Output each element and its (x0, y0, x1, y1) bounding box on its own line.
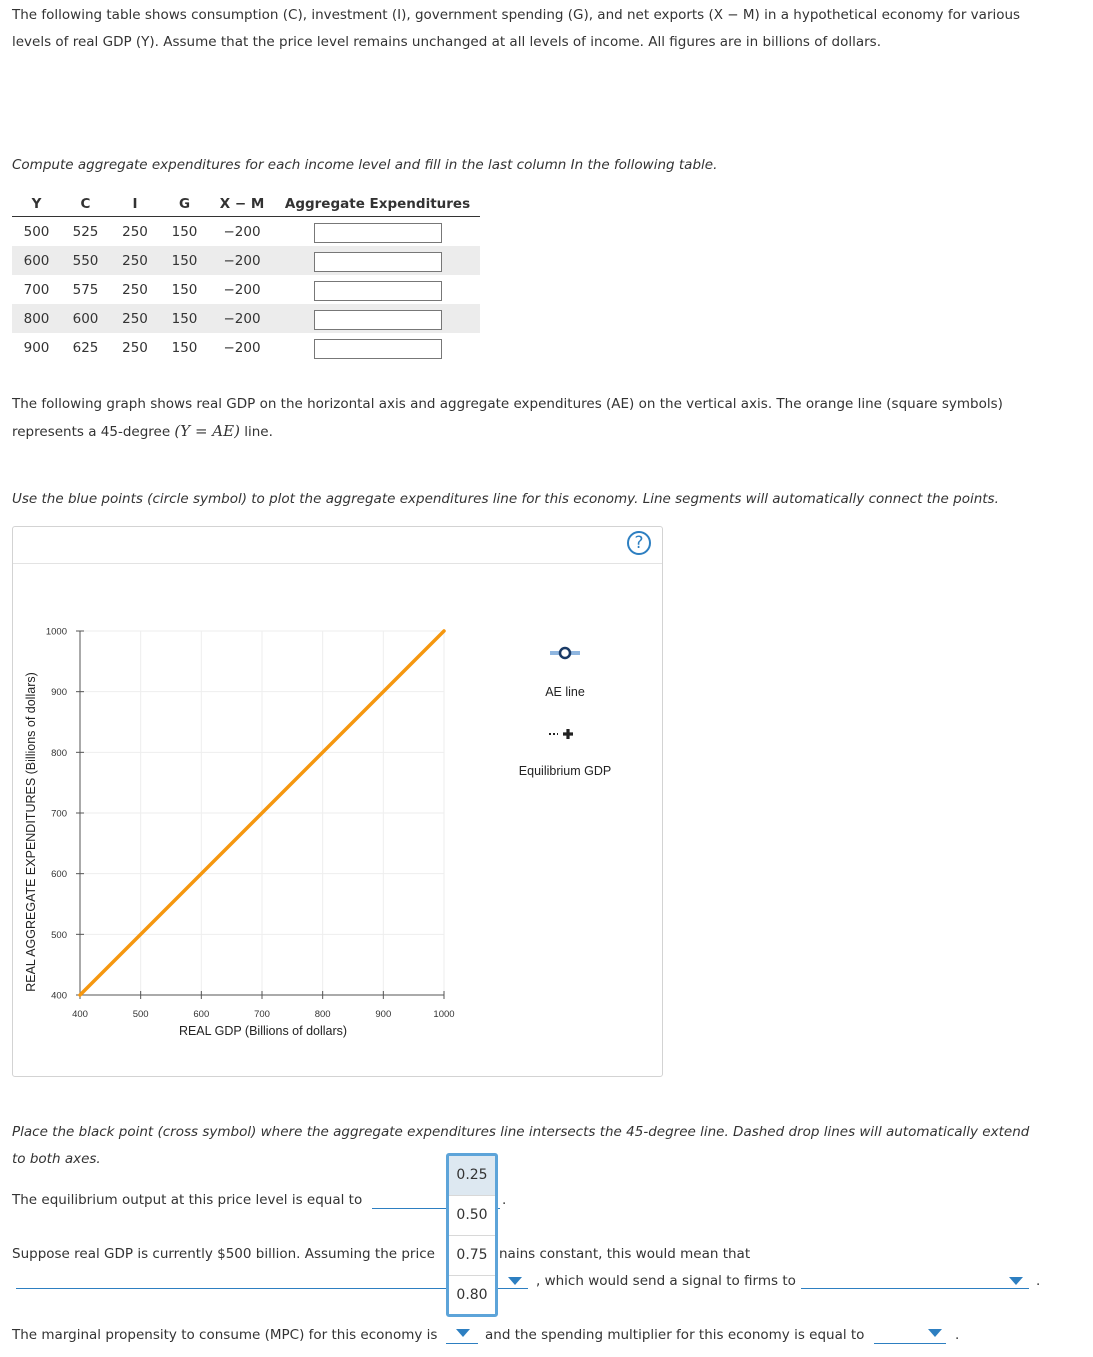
cell-c: 600 (61, 304, 110, 333)
compute-instruction: Compute aggregate expenditures for each income level and fill in the last column In the following table. (12, 157, 718, 173)
ae-line-tool[interactable] (545, 648, 585, 699)
equilibrium-instruction-line-2: to both axes. (12, 1151, 101, 1167)
ae-input[interactable] (314, 223, 442, 243)
suppose-period: . (1036, 1273, 1041, 1289)
equilibrium-legend-label: Equilibrium GDP (518, 764, 612, 778)
multiplier-text: and the spending multiplier for this economy is equal to (485, 1327, 865, 1343)
x-tick-label: 500 (132, 1009, 149, 1020)
cell-xm: −200 (223, 281, 261, 298)
intro-line-2: levels of real GDP (Y). Assume that the price level remains unchanged at all levels of income. All figures are in billions of dollars. (12, 34, 882, 50)
graph-description-prefix: represents a 45-degree (12, 424, 171, 440)
y-axis-label: REAL AGGREGATE EXPENDITURES (Billions of dollars) (24, 672, 38, 992)
graph-description-line-1: The following graph shows real GDP on the horizontal axis and aggregate expenditures (AE) on the vertical axis. The orange line (square symbols) (12, 396, 1003, 412)
mpc-dropdown[interactable] (446, 1343, 478, 1344)
x-tick-label: 700 (254, 1009, 270, 1020)
cell-c: 625 (72, 339, 99, 356)
y-tick-label: 900 (51, 687, 67, 699)
chevron-down-icon[interactable] (456, 1329, 470, 1337)
multiplier-dropdown[interactable] (874, 1343, 946, 1344)
graph-description-suffix: line. (244, 424, 273, 440)
chevron-down-icon[interactable] (928, 1329, 942, 1337)
ae-input[interactable] (314, 281, 442, 301)
x-tick-label: 1000 (433, 1009, 455, 1020)
ae-table (12, 192, 480, 362)
x-tick-label: 900 (375, 1009, 392, 1020)
dropdown-option[interactable]: 0.80 (456, 1287, 488, 1303)
graph-canvas[interactable] (13, 527, 662, 1076)
plot-instruction: Use the blue points (circle symbol) to plot the aggregate expenditures line for this economy. Line segments will automatically connect the points. (12, 491, 999, 507)
graph-description-line-2 (12, 418, 1003, 446)
dropdown-option[interactable]: 0.25 (449, 1156, 495, 1196)
header-c: C (61, 192, 110, 217)
cell-g: 150 (160, 304, 209, 333)
cell-ae (275, 275, 480, 304)
graph-description (12, 391, 1003, 446)
cell-i: 250 (122, 339, 148, 356)
cell-c: 575 (72, 281, 99, 298)
table-row (12, 333, 480, 362)
cell-g: 150 (171, 223, 198, 240)
cell-i: 250 (110, 304, 160, 333)
table-row (12, 275, 480, 304)
cross-point-icon[interactable] (563, 729, 573, 739)
y-tick-label: 700 (51, 808, 67, 820)
cell-xm: −200 (209, 246, 275, 275)
table-row (12, 217, 480, 247)
table-row (12, 304, 480, 333)
y-tick-label: 1000 (45, 626, 67, 638)
ae-input[interactable] (314, 310, 442, 330)
dropdown-option[interactable]: 0.75 (449, 1236, 495, 1276)
cell-y: 900 (23, 339, 50, 356)
cell-g: 150 (171, 281, 198, 298)
forty-five-equation: (Y = AE) (174, 422, 240, 440)
cell-xm: −200 (223, 339, 261, 356)
table-header-row (12, 192, 480, 217)
chevron-down-icon[interactable] (508, 1277, 522, 1285)
cell-xm: −200 (209, 304, 275, 333)
intro-line-1: The following table shows consumption (C), investment (I), government spending (G), and net exports (X − M) in a hypothetical economy for various (12, 7, 1021, 23)
cell-i: 250 (110, 246, 160, 275)
cell-y: 800 (12, 304, 61, 333)
chevron-down-icon[interactable] (1009, 1277, 1023, 1285)
ae-input[interactable] (314, 339, 442, 359)
header-g: G (160, 192, 209, 217)
header-ae: Aggregate Expenditures (275, 192, 480, 217)
mpc-text: The marginal propensity to consume (MPC) for this economy is (12, 1327, 438, 1343)
intro-text (12, 2, 1020, 56)
equilibrium-instruction (12, 1119, 1029, 1173)
cell-y: 600 (12, 246, 61, 275)
x-axis-label: REAL GDP (Billions of dollars) (178, 1024, 348, 1038)
equilibrium-tool[interactable] (519, 729, 611, 778)
eq-output-period: . (502, 1192, 507, 1208)
header-i: I (110, 192, 160, 217)
help-icon[interactable]: ? (627, 531, 651, 555)
cell-g: 150 (171, 339, 198, 356)
cell-ae (275, 304, 480, 333)
cell-g: 150 (160, 246, 209, 275)
cell-ae (275, 217, 480, 247)
suppose-text-2: nains constant, this would mean that (499, 1246, 751, 1262)
table-row (12, 246, 480, 275)
x-tick-label: 800 (314, 1009, 331, 1020)
cell-i: 250 (122, 223, 148, 240)
eq-output-text: The equilibrium output at this price level is equal to (12, 1192, 363, 1208)
cell-c: 550 (61, 246, 110, 275)
x-tick-label: 600 (193, 1009, 210, 1020)
cell-y: 700 (23, 281, 50, 298)
mpc-dropdown-list (446, 1153, 498, 1317)
y-tick-label: 400 (51, 990, 67, 1002)
y-tick-label: 600 (51, 869, 67, 881)
cell-y: 500 (23, 223, 50, 240)
suppose-text-1: Suppose real GDP is currently $500 billion. Assuming the price (12, 1246, 435, 1262)
y-tick-label: 800 (51, 747, 67, 759)
ae-input[interactable] (314, 252, 442, 272)
graph-panel (12, 526, 663, 1077)
header-y: Y (12, 192, 61, 217)
cell-xm: −200 (223, 223, 261, 240)
cell-ae (275, 333, 480, 362)
dropdown-option[interactable]: 0.50 (449, 1196, 495, 1236)
cell-c: 525 (72, 223, 99, 240)
cell-i: 250 (122, 281, 148, 298)
cell-ae (275, 246, 480, 275)
equilibrium-instruction-line-1: Place the black point (cross symbol) where the aggregate expenditures line intersects the 45-degree line. Dashed drop lines will automatically extend (12, 1124, 1030, 1140)
circle-point-icon[interactable] (560, 648, 570, 658)
header-xm: X − M (209, 192, 275, 217)
which-text: , which would send a signal to firms to (536, 1273, 796, 1289)
x-tick-label: 400 (72, 1009, 88, 1020)
firm-signal-dropdown[interactable] (801, 1288, 1029, 1289)
y-tick-label: 500 (51, 929, 67, 941)
ae-line-legend-label: AE line (545, 685, 585, 699)
final-period: . (955, 1327, 960, 1343)
